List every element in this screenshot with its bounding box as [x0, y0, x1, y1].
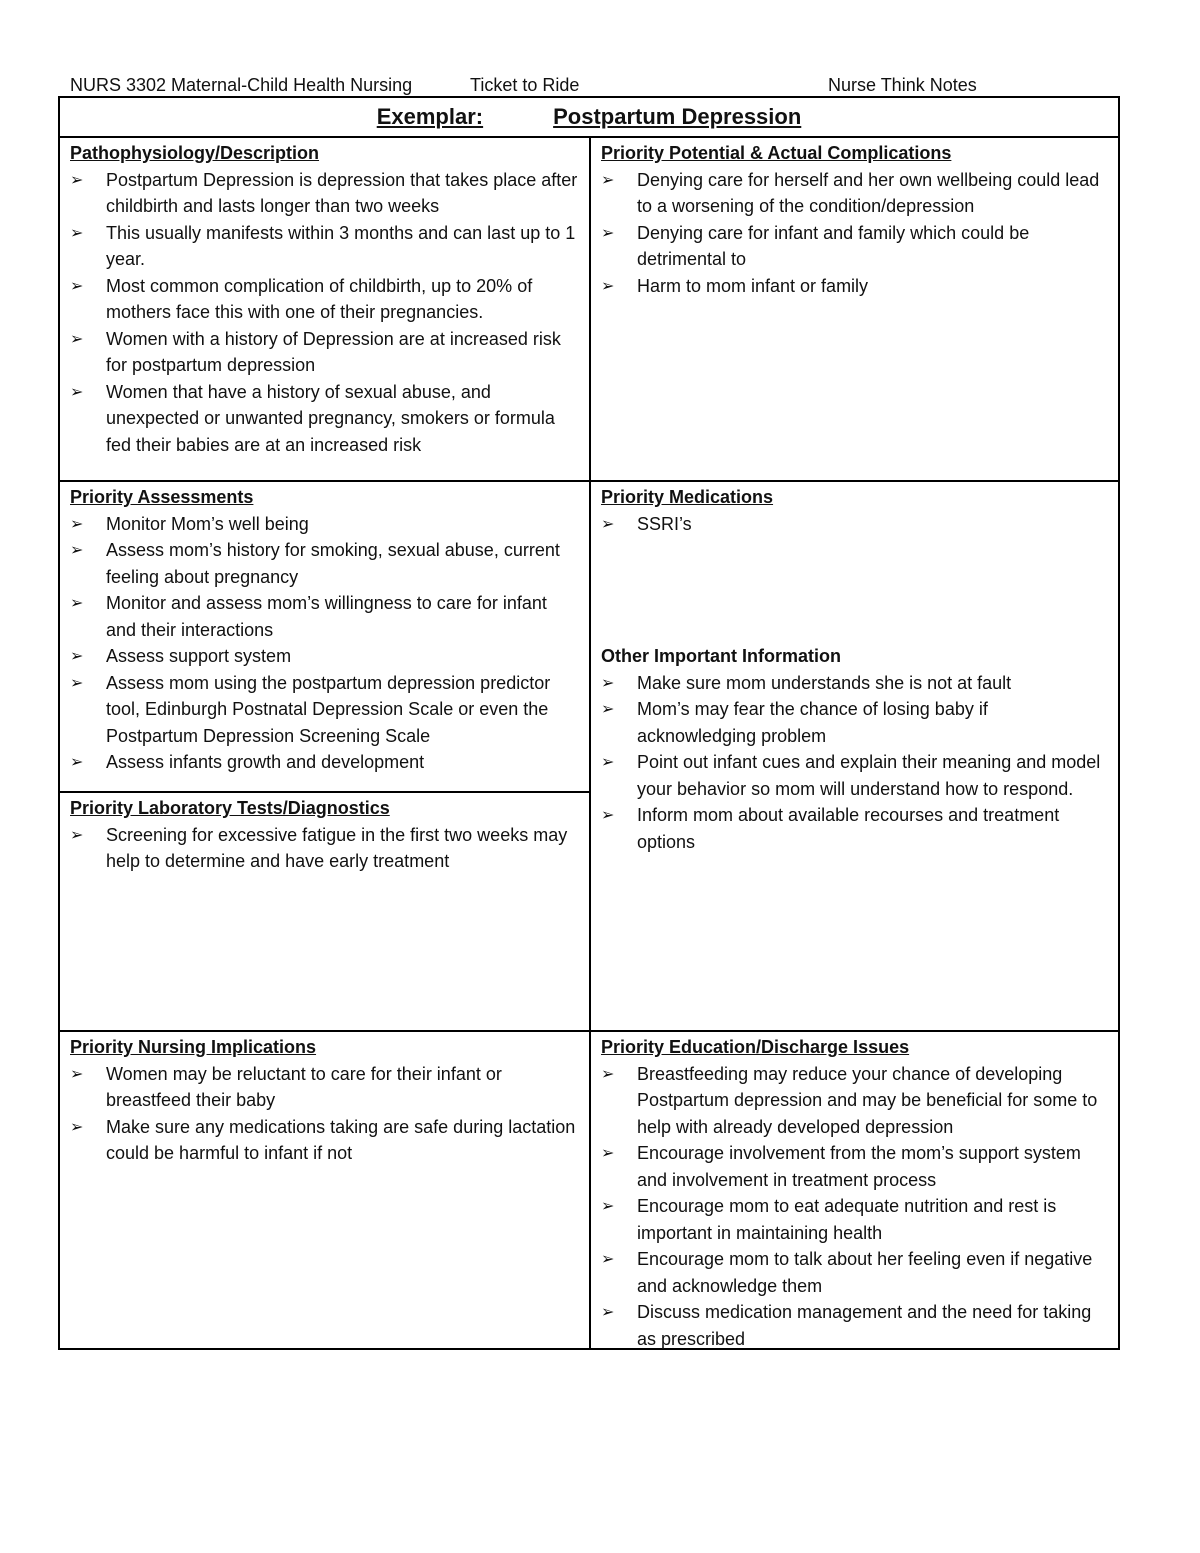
- nursing-heading: Priority Nursing Implications: [70, 1037, 317, 1057]
- lab-tests-cell: [60, 795, 589, 875]
- exemplar-topic: Postpartum Depression: [553, 104, 802, 129]
- row-divider-1: [60, 480, 1118, 482]
- education-heading: Priority Education/Discharge Issues: [601, 1037, 910, 1057]
- list-item: ➢ Denying care for herself and her own wellbeing could lead to a worsening of the condition/depression: [601, 167, 1110, 220]
- list-item: ➢ Encourage mom to eat adequate nutrition and rest is important in maintaining health: [601, 1193, 1110, 1246]
- nursing-list: [70, 1061, 581, 1167]
- list-item: ➢ Make sure any medications taking are safe during lactation could be harmful to infant if not: [70, 1114, 581, 1167]
- list-item: ➢ Monitor Mom’s well being: [70, 511, 581, 538]
- lab-tests-heading: Priority Laboratory Tests/Diagnostics: [70, 798, 390, 818]
- list-item: ➢ Encourage involvement from the mom’s support system and involvement in treatment process: [601, 1140, 1110, 1193]
- list-item: ➢ Mom’s may fear the chance of losing baby if acknowledging problem: [601, 696, 1110, 749]
- other-info-list: [601, 670, 1110, 856]
- list-item: ➢ Postpartum Depression is depression that takes place after childbirth and lasts longer than two weeks: [70, 167, 581, 220]
- course-title: NURS 3302 Maternal-Child Health Nursing: [70, 75, 413, 95]
- list-item: ➢ Screening for excessive fatigue in the first two weeks may help to determine and have early treatment: [70, 822, 581, 875]
- assessments-cell: [60, 484, 589, 776]
- assessments-heading: Priority Assessments: [70, 487, 254, 507]
- patho-heading: Pathophysiology/Description: [70, 143, 320, 163]
- list-item: ➢ Assess infants growth and development: [70, 749, 581, 776]
- list-item: ➢ Point out infant cues and explain their meaning and model your behavior so mom will understand how to respond.: [601, 749, 1110, 802]
- list-item: ➢ Discuss medication management and the need for taking as prescribed: [601, 1299, 1110, 1352]
- other-info-heading: Other Important Information: [601, 646, 841, 666]
- lab-tests-list: [70, 822, 581, 875]
- education-cell: [591, 1034, 1118, 1352]
- exemplar-label: Exemplar:: [376, 104, 484, 129]
- medications-cell: [591, 484, 1118, 855]
- notes-title: Nurse Think Notes: [828, 75, 977, 95]
- list-item: ➢ Inform mom about available recourses and treatment options: [601, 802, 1110, 855]
- medications-list: [601, 511, 1110, 538]
- ticket-title: Ticket to Ride: [470, 75, 580, 95]
- list-item: ➢ Women with a history of Depression are at increased risk for postpartum depression: [70, 326, 581, 379]
- list-item: ➢ Women that have a history of sexual abuse, and unexpected or unwanted pregnancy, smokers or formula fed their babies are at an increased risk: [70, 379, 581, 459]
- medications-heading: Priority Medications: [601, 487, 774, 507]
- list-item: ➢ This usually manifests within 3 months and can last up to 1 year.: [70, 220, 581, 273]
- notes-table: [58, 96, 1120, 1350]
- list-item: ➢ Make sure mom understands she is not at fault: [601, 670, 1110, 697]
- document-header: [70, 74, 1130, 96]
- row-divider-2: [60, 1030, 1118, 1032]
- list-item: ➢ Harm to mom infant or family: [601, 273, 1110, 300]
- list-item: ➢ Monitor and assess mom’s willingness to care for infant and their interactions: [70, 590, 581, 643]
- assessments-list: [70, 511, 581, 776]
- list-item: ➢ Women may be reluctant to care for their infant or breastfeed their baby: [70, 1061, 581, 1114]
- nursing-cell: [60, 1034, 589, 1167]
- patho-cell: [60, 140, 589, 458]
- list-item: ➢ Most common complication of childbirth, up to 20% of mothers face this with one of their pregnancies.: [70, 273, 581, 326]
- list-item: ➢ Breastfeeding may reduce your chance of developing Postpartum depression and may be beneficial for some to help with already developed depression: [601, 1061, 1110, 1141]
- exemplar-title: [60, 98, 1118, 138]
- education-list: [601, 1061, 1110, 1353]
- list-item: ➢ Assess support system: [70, 643, 581, 670]
- list-item: ➢ Assess mom using the postpartum depression predictor tool, Edinburgh Postnatal Depression Scale or even the Postpartum Depression Screening Scale: [70, 670, 581, 750]
- list-item: ➢ SSRI’s: [601, 511, 1110, 538]
- list-item: ➢ Assess mom’s history for smoking, sexual abuse, current feeling about pregnancy: [70, 537, 581, 590]
- complications-list: [601, 167, 1110, 300]
- patho-list: [70, 167, 581, 459]
- complications-cell: [591, 140, 1118, 299]
- list-item: ➢ Denying care for infant and family which could be detrimental to: [601, 220, 1110, 273]
- complications-heading: Priority Potential & Actual Complications: [601, 143, 952, 163]
- list-item: ➢ Encourage mom to talk about her feeling even if negative and acknowledge them: [601, 1246, 1110, 1299]
- row-divider-left: [60, 791, 590, 793]
